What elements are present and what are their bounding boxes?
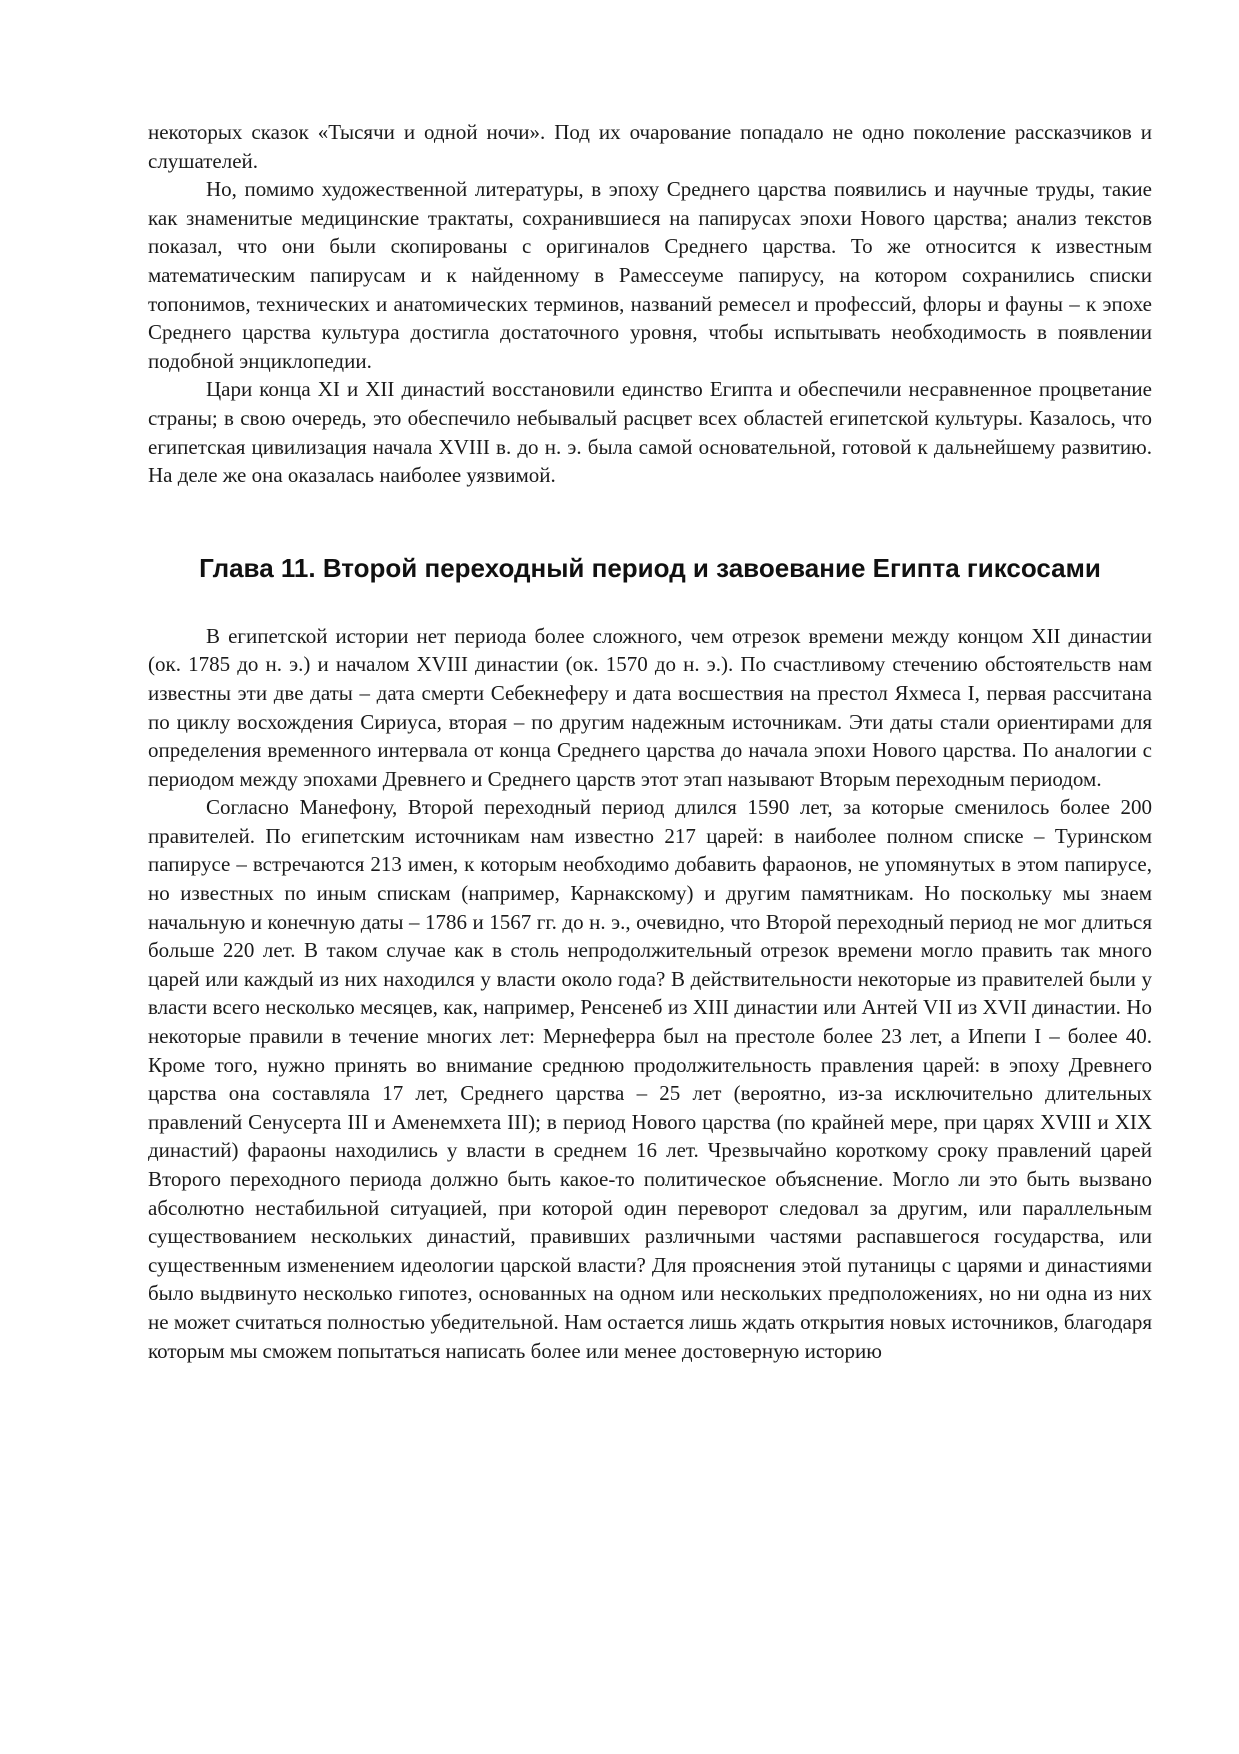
paragraph-scientific-works: Но, помимо художественной литературы, в эпоху Среднего царства появились и научные труды, такие как знаменитые медицинские трактаты, сохранившиеся на папирусах эпохи Нового царства; анализ текстов показал, что они были скопированы с оригиналов Среднего царства. То же относится к известным математическим папирусам и к найденному в Рамессеуме папирусу, на котором сохранились списки топонимов, технических и анатомических терминов, названий ремесел и профессий, флоры и фауны – к эпохе Среднего царства культура достигла достаточного уровня, чтобы испытывать необходимость в появлении подобной энциклопедии.	[148, 177, 1152, 373]
paragraph-continued: некоторых сказок «Тысячи и одной ночи». Под их очарование попадало не одно поколение рассказчиков и слушателей.	[148, 120, 1152, 173]
paragraph-kings-xi-xii: Цари конца XI и XII династий восстановили единство Египта и обеспечили несравненное процветание страны; в свою очередь, это обеспечило небывалый расцвет всех областей египетской культуры. Казалось, что египетская цивилизация начала XVIII в. до н. э. была самой основательной, готовой к дальнейшему развитию. На деле же она оказалась наиболее уязвимой.	[148, 377, 1152, 488]
paragraph-chronology: В египетской истории нет периода более сложного, чем отрезок времени между концом XII династии (ок. 1785 до н. э.) и началом XVIII династии (ок. 1570 до н. э.). По счастливому стечению обстоятельств нам известны эти две даты – дата смерти Себекнеферу и дата восшествия на престол Яхмеса I, первая рассчитана по циклу восхождения Сириуса, вторая – по другим надежным источникам. Эти даты стали ориентирами для определения временного интервала от конца Среднего царства до начала эпохи Нового царства. По аналогии с периодом между эпохами Древнего и Среднего царств этот этап называют Вторым переходным периодом.	[148, 623, 1152, 791]
chapter-title: Глава 11. Второй переходный период и завоевание Египта гиксосами	[199, 552, 1101, 583]
page-content	[148, 118, 1152, 1365]
paragraph-manetho: Согласно Манефону, Второй переходный период длился 1590 лет, за которые сменилось более 200 правителей. По египетским источникам нам известно 217 царей: в наиболее полном списке – Туринском папирусе – встречаются 213 имен, к которым необходимо добавить фараонов, не упомянутых в этом папирусе, но известных по иным спискам (например, Карнакскому) и другим памятникам. Но поскольку мы знаем начальную и конечную даты – 1786 и 1567 гг. до н. э., очевидно, что Второй переходный период не мог длиться больше 220 лет. В таком случае как в столь непродолжительный отрезок времени могло править так много царей или каждый из них находился у власти около года? В действительности некоторые из правителей были у власти всего несколько месяцев, как, например, Ренсенеб из XIII династии или Антей VII из XVII династии. Но некоторые правили в течение многих лет: Мернеферра был на престоле более 23 лет, а Ипепи I – более 40. Кроме того, нужно принять во внимание среднюю продолжительность правления царей: в эпоху Древнего царства она составляла 17 лет, Среднего царства – 25 лет (вероятно, из-за исключительно длительных правлений Сенусерта III и Аменемхета III); в период Нового царства (по крайней мере, при царях XVIII и XIX династий) фараоны находились у власти в среднем 16 лет. Чрезвычайно короткому сроку правлений царей Второго переходного периода должно быть какое-то политическое объяснение. Могло ли это быть вызвано абсолютно нестабильной ситуацией, при которой один переворот следовал за другим, или параллельным существованием нескольких династий, правивших различными частями распавшегося государства, или существенным изменением идеологии царской власти? Для прояснения этой путаницы с царями и династиями было выдвинуто несколько гипотез, основанных на одном или нескольких предположениях, но ни одна из них не может считаться полностью убедительной. Нам остается лишь ждать открытия новых источников, благодаря которым мы сможем попытаться написать более или менее достоверную историю	[148, 795, 1152, 1363]
